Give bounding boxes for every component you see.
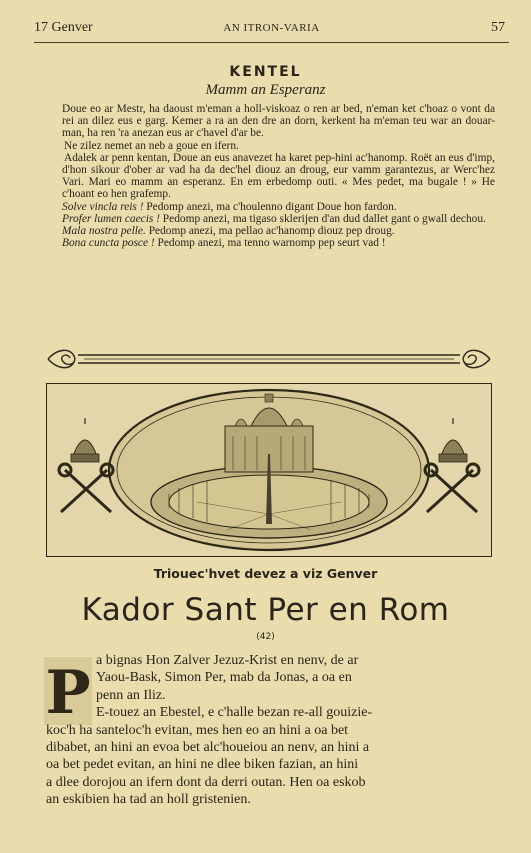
latin-invocation bbox=[62, 201, 495, 213]
article-line: penn an Iliz. bbox=[96, 687, 166, 703]
latin-phrase: Profer lumen caecis ! bbox=[62, 212, 160, 225]
ornamental-divider bbox=[44, 346, 494, 372]
section-title: KENTEL bbox=[229, 64, 302, 80]
article-line: Yaou-Bask, Simon Per, mab da Jonas, a oa en bbox=[96, 670, 352, 686]
lesson-paragraph: Doue eo ar Mestr, ha daoust m'eman a holl-viskoaz o ren ar bed, n'eman ket c'hoaz o vont da rei an dilez eus e garg. Kemer a ra an den dre an dorn, kerkent ha m'eman teu war an douar-man, ha ren 'ra anezan eus ar c'havel d'ar be. bbox=[62, 103, 495, 140]
invocation-text: Pedomp anezi, ma pellao ac'hanomp diouz pep droug. bbox=[145, 225, 395, 238]
dropcap-letter: P bbox=[45, 658, 91, 725]
figure-caption: Triouec'hvet devez a viz Genver bbox=[153, 566, 378, 581]
article-line: a bignas Hon Zalver Jezuz-Krist en nenv, de ar bbox=[96, 653, 359, 668]
latin-phrase: Bona cuncta posce ! bbox=[62, 237, 155, 250]
page-number: 57 bbox=[491, 20, 505, 35]
invocation-text: Pedomp anezi, ma tenno warnomp pep seurt vad ! bbox=[154, 237, 386, 250]
latin-invocation bbox=[62, 237, 495, 249]
article-body bbox=[46, 652, 499, 809]
article-line: a dlee dorojou an ifern dont da derri outan. Hen oa eskob bbox=[46, 774, 366, 790]
article-line: an eskibien ha tad an holl gristenien. bbox=[46, 792, 251, 808]
latin-invocation bbox=[62, 213, 495, 225]
latin-phrase: Mala nostra pelle. bbox=[62, 225, 146, 238]
lesson-text bbox=[62, 103, 495, 249]
article-title: Kador Sant Per en Rom bbox=[81, 592, 450, 628]
article-line: dibabet, an hini an evoa bet alc'houeiou an nenv, an hini a bbox=[46, 740, 370, 756]
latin-phrase: Solve vincla reis ! bbox=[62, 200, 144, 213]
invocation-text: Pedomp anezi, ma tigaso sklerijen d'an dud dallet gant o gwall dechou. bbox=[159, 212, 486, 225]
invocation-text: Pedomp anezi, ma c'houlenno digant Doue hon fardon. bbox=[143, 200, 397, 213]
section-subtitle: Mamm an Esperanz bbox=[205, 82, 326, 98]
article-line: koc'h ha santeloc'h evitan, mes hen eo an hini a oa bet bbox=[46, 722, 349, 738]
st-peters-square-engraving bbox=[46, 383, 492, 557]
header-publication: AN ITRON-VARIA bbox=[223, 22, 320, 34]
running-header bbox=[34, 18, 509, 43]
lesson-paragraph: Adalek ar penn kentan, Doue an eus anavezet ha karet pep-hini ac'hanomp. Roët an eus d'imp, d'hon sikour d'ober ar vad ha da dec'hel diouz an droug, eur vamm garantezus, ar Werc'hez Vari. Mari eo mamm an esperanz. En em erbedomp outi. « Mes pedet, ma bugale ! » He c'hoant eo hen grafemp. bbox=[62, 151, 495, 201]
article-line: oa bet pedet evitan, an hini ne dlee biken fazian, an hini bbox=[46, 757, 359, 773]
latin-invocation bbox=[62, 225, 495, 237]
article-line: E-touez an Ebestel, e c'halle bezan re-all gouizie- bbox=[96, 705, 373, 721]
header-date: 17 Genver bbox=[34, 20, 93, 35]
lesson-paragraph: Ne zilez nemet an neb a goue en ifern. bbox=[64, 139, 239, 152]
article-part-number: (42) bbox=[256, 632, 275, 642]
